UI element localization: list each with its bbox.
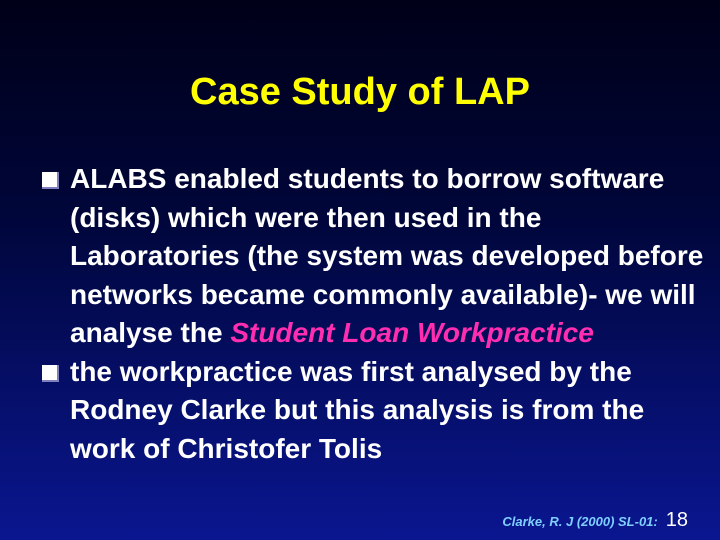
square-bullet-icon bbox=[42, 365, 59, 382]
bullet-text: ALABS enabled students to borrow software (disks) which were then used in the Laboratories (the system was developed before networks became commonly available)- we will analyse the bbox=[70, 163, 704, 348]
bullet-item bbox=[40, 353, 715, 469]
citation: Clarke, R. J (2000) SL-01: bbox=[502, 514, 658, 529]
slide-number: 18 bbox=[665, 509, 688, 531]
bullet-list bbox=[40, 160, 715, 468]
square-bullet-icon bbox=[42, 172, 59, 189]
slide-footer bbox=[502, 509, 688, 532]
slide-title: Case Study of LAP bbox=[190, 71, 530, 113]
bullet-item bbox=[40, 160, 715, 353]
bullet-text: the workpractice was first analysed by the Rodney Clarke but this analysis is from the work of Christofer Tolis bbox=[70, 355, 645, 464]
bullet-highlight: Student Loan Workpractice bbox=[230, 317, 594, 348]
